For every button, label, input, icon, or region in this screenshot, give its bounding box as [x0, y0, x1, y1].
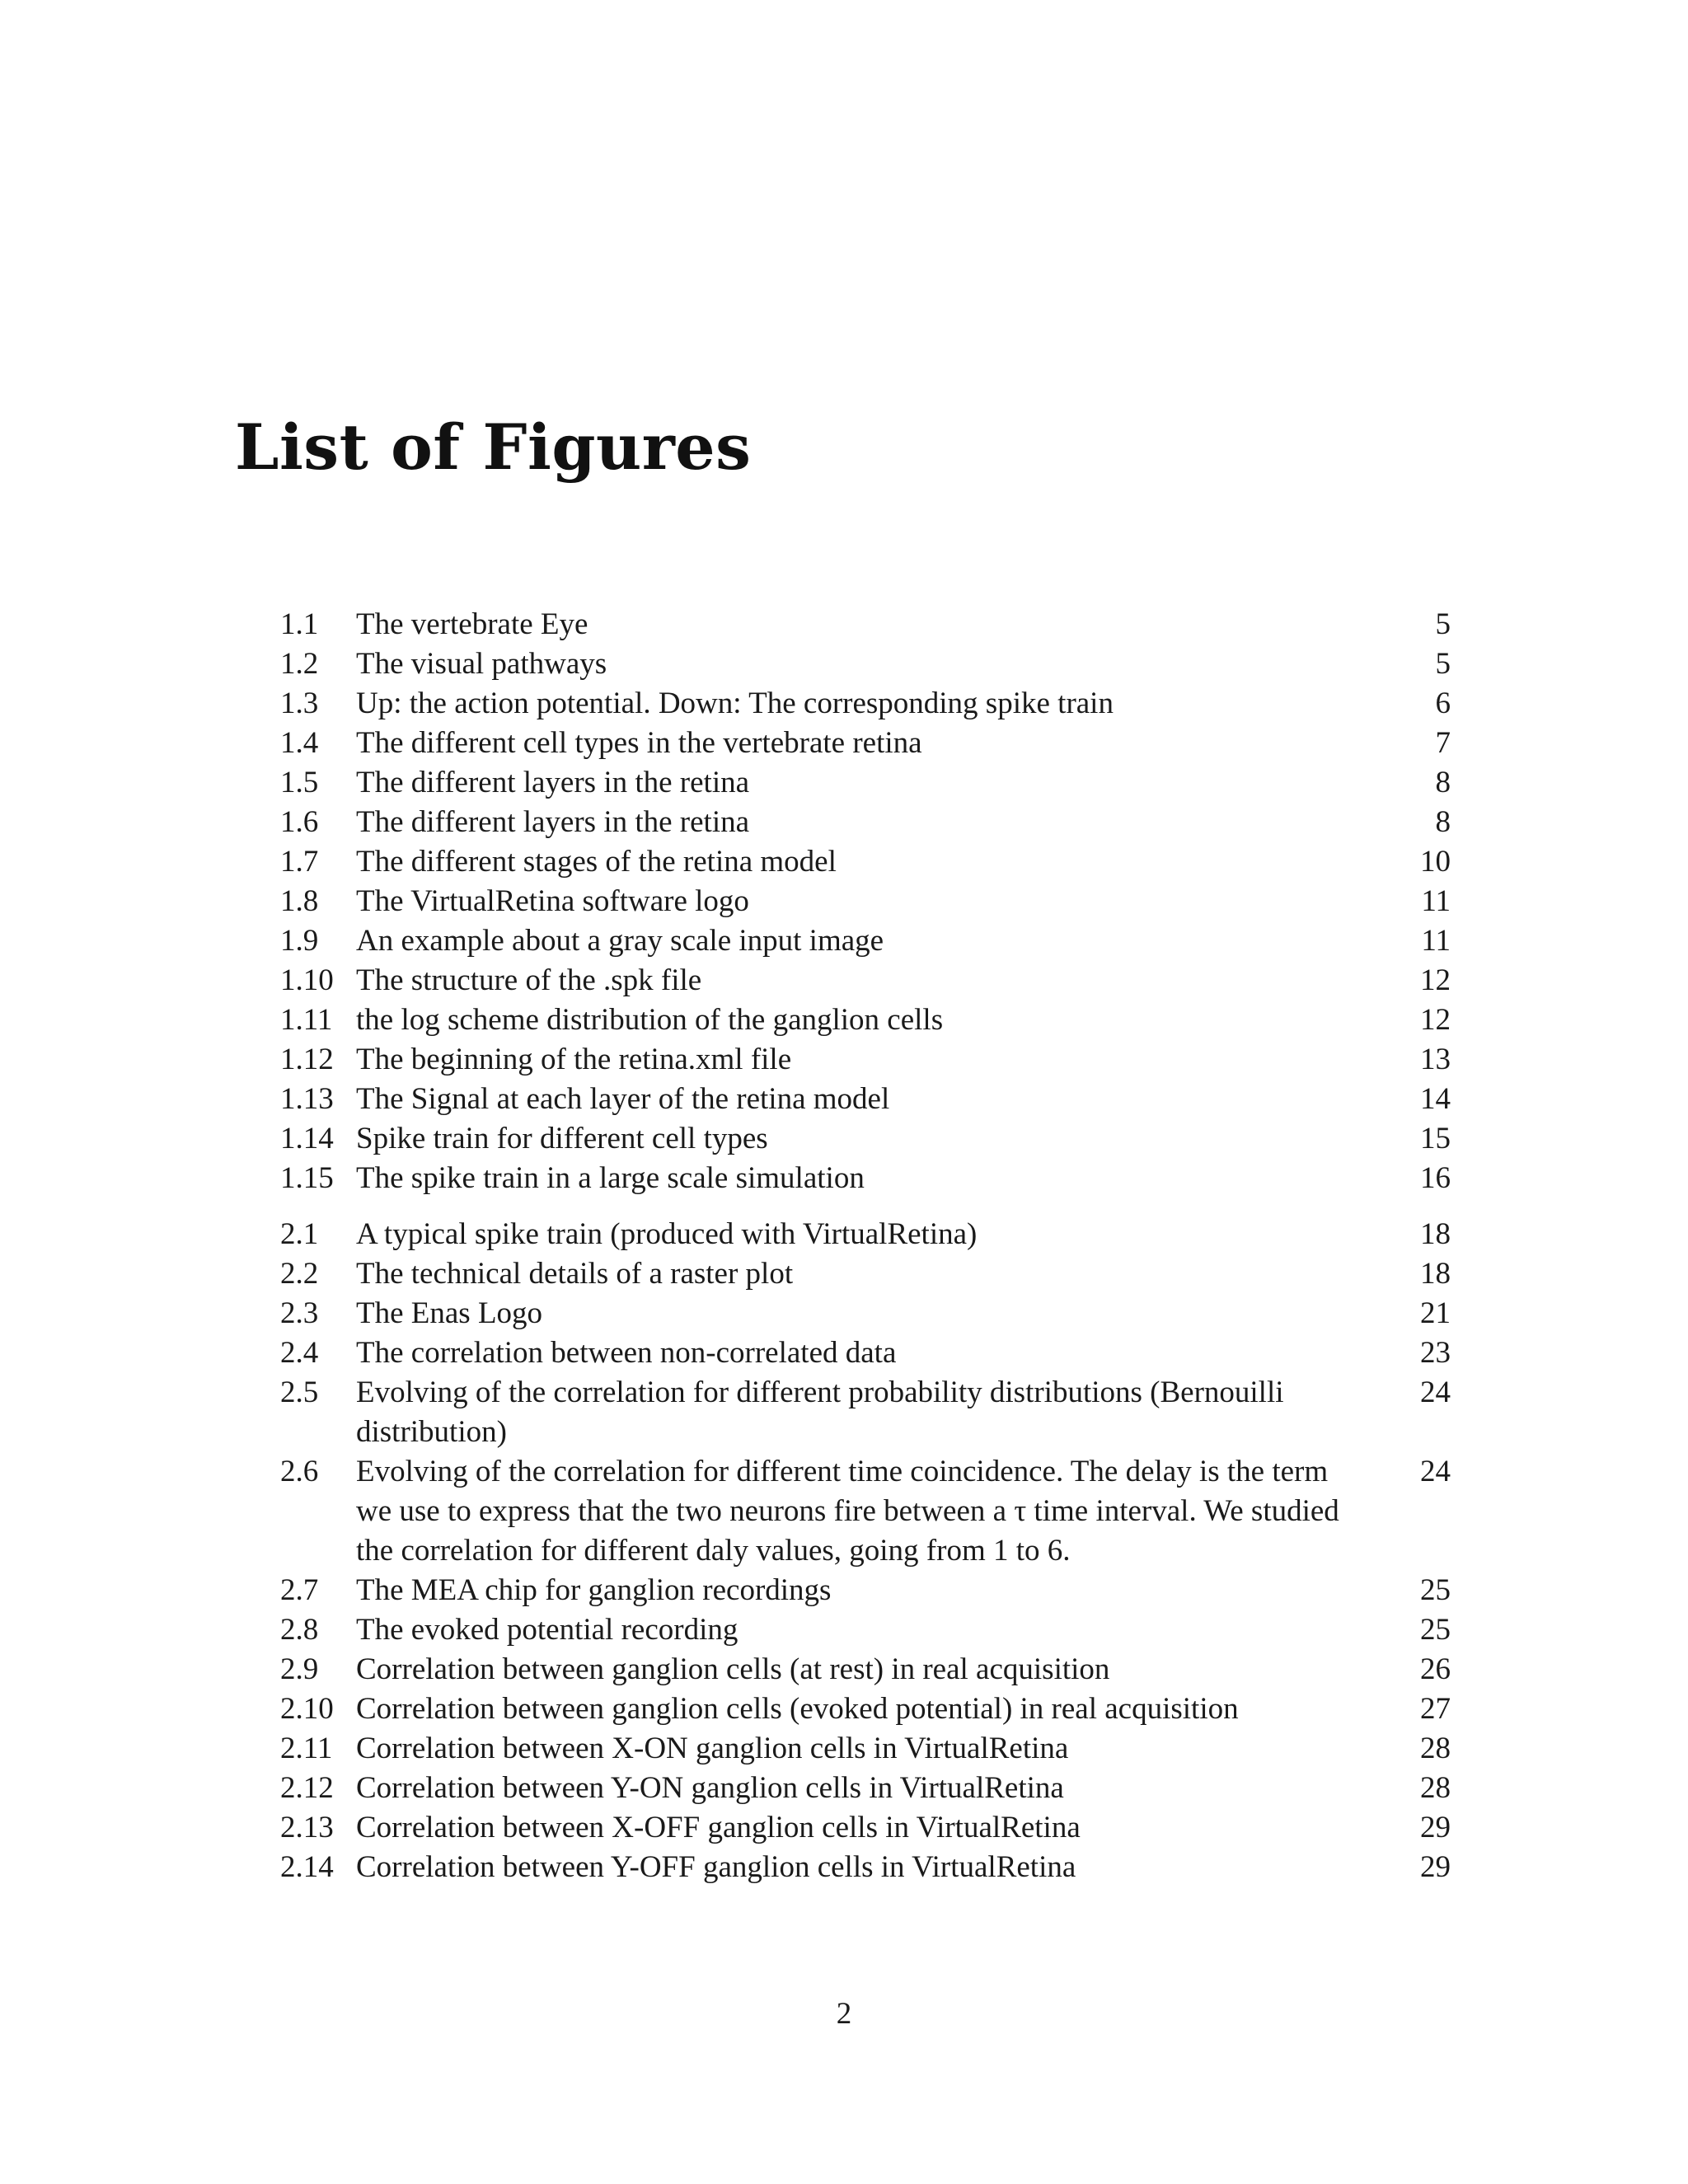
list-of-figures: [280, 605, 1451, 1887]
figure-caption: The spike train in a large scale simulation: [356, 1161, 865, 1195]
dot-leader: [1089, 1808, 1386, 1848]
figure-page-number: 11: [1421, 884, 1451, 918]
figure-page-number: 28: [1420, 1732, 1451, 1765]
figure-page-number: 8: [1435, 766, 1451, 799]
figure-entry-body: [356, 1080, 1404, 1119]
figure-caption: The Enas Logo: [356, 1296, 543, 1330]
figure-number: 1.11: [280, 1003, 333, 1037]
page-title: List of Figures: [235, 410, 752, 484]
figure-page-number: 21: [1420, 1296, 1451, 1330]
dot-leader: [1072, 1769, 1386, 1808]
figure-caption: Evolving of the correlation for different time coincidence. The delay is the term we use to express that the two neurons fire between a τ time interval. We studied the correlation for different daly values, going from 1 to 6.: [356, 1455, 1339, 1568]
figure-number: 2.2: [280, 1257, 319, 1291]
figure-page-number: 5: [1435, 607, 1451, 641]
figure-entry-body: [356, 1769, 1404, 1808]
dot-leader: [710, 961, 1386, 1001]
figure-number: 2.8: [280, 1613, 319, 1647]
figure-caption: Correlation between Y-OFF ganglion cells in VirtualRetina: [356, 1850, 1076, 1884]
figure-entry-body: [356, 803, 1404, 842]
dot-leader: [551, 1294, 1386, 1333]
figure-entry[interactable]: [280, 882, 1451, 921]
figure-caption: The different layers in the retina: [356, 766, 750, 799]
figure-caption: Spike train for different cell types: [356, 1122, 768, 1155]
figure-number: 1.7: [280, 845, 319, 879]
figure-page-number: 25: [1420, 1613, 1451, 1647]
figure-entry-body: [356, 763, 1404, 803]
figure-entry-body: [356, 644, 1404, 684]
figure-caption: The beginning of the retina.xml file: [356, 1043, 792, 1076]
figure-entry[interactable]: [280, 1373, 1451, 1452]
figure-caption: The technical details of a raster plot: [356, 1257, 794, 1291]
dot-leader: [1084, 1848, 1386, 1887]
figure-entry[interactable]: [280, 1452, 1451, 1571]
figure-number: 1.10: [280, 963, 334, 997]
dot-leader: [596, 605, 1386, 644]
figure-number: 2.1: [280, 1217, 319, 1251]
figure-number: 1.13: [280, 1082, 334, 1116]
figure-entry[interactable]: [280, 1159, 1451, 1198]
dot-leader: [1372, 1531, 1386, 1571]
figure-entry-body: [356, 1001, 1404, 1040]
figure-number: 2.12: [280, 1771, 334, 1805]
figure-entry-body: [356, 1650, 1404, 1690]
dot-leader: [1118, 1650, 1386, 1690]
figure-entry[interactable]: [280, 1119, 1451, 1159]
figure-caption: The different cell types in the vertebrate retina: [356, 726, 922, 760]
dot-leader: [845, 842, 1386, 882]
figure-caption: Correlation between ganglion cells (evoked potential) in real acquisition: [356, 1692, 1239, 1726]
dot-leader: [1076, 1729, 1386, 1769]
figure-number: 2.4: [280, 1336, 319, 1370]
figure-number: 2.6: [280, 1455, 319, 1488]
figure-entry-body: [356, 1690, 1404, 1729]
figure-entry-body: [356, 605, 1404, 644]
dot-leader: [746, 1610, 1386, 1650]
figure-entry[interactable]: [280, 1294, 1451, 1333]
figure-page-number: 24: [1420, 1455, 1451, 1488]
figure-number: 1.1: [280, 607, 319, 641]
figure-number: 1.12: [280, 1043, 334, 1076]
figure-entry-body: [356, 1040, 1404, 1080]
figure-page-number: 26: [1420, 1652, 1451, 1686]
page-number: 2: [836, 1997, 852, 2031]
figure-entry-body: [356, 1848, 1404, 1887]
figure-page-number: 6: [1435, 687, 1451, 720]
figure-entry-body: [356, 1119, 1404, 1159]
figure-entry[interactable]: [280, 1080, 1451, 1119]
figure-page-number: 27: [1420, 1692, 1451, 1726]
figure-entry[interactable]: [280, 1729, 1451, 1769]
dot-leader: [931, 724, 1386, 763]
figure-group: [280, 1215, 1451, 1887]
figure-caption: Correlation between Y-ON ganglion cells in VirtualRetina: [356, 1771, 1064, 1805]
figure-entry[interactable]: [280, 644, 1451, 684]
figure-entry-body: [356, 1294, 1404, 1333]
figure-entry[interactable]: [280, 1333, 1451, 1373]
figure-entry[interactable]: [280, 1610, 1451, 1650]
figure-entry-body: [356, 684, 1404, 724]
figure-caption: Evolving of the correlation for different probability distributions (Bernouilli distribution): [356, 1376, 1284, 1449]
figure-number: 1.2: [280, 647, 319, 681]
figure-page-number: 7: [1435, 726, 1451, 760]
figure-page-number: 11: [1421, 924, 1451, 958]
figure-entry[interactable]: [280, 1808, 1451, 1848]
figure-caption: The visual pathways: [356, 647, 607, 681]
figure-number: 1.4: [280, 726, 319, 760]
dot-leader: [615, 644, 1386, 684]
figure-number: 2.7: [280, 1573, 319, 1607]
figure-page-number: 18: [1420, 1217, 1451, 1251]
figure-number: 2.3: [280, 1296, 319, 1330]
figure-entry-body: [356, 1571, 1404, 1610]
figure-page-number: 13: [1420, 1043, 1451, 1076]
figure-entry[interactable]: [280, 684, 1451, 724]
figure-number: 2.5: [280, 1376, 319, 1409]
figure-entry-body: [356, 1254, 1404, 1294]
figure-page-number: 12: [1420, 1003, 1451, 1037]
figure-entry[interactable]: [280, 1571, 1451, 1610]
dot-leader: [1122, 684, 1386, 724]
figure-number: 1.6: [280, 805, 319, 839]
dot-leader: [892, 921, 1386, 961]
figure-page-number: 29: [1420, 1811, 1451, 1844]
figure-entry-body: [356, 724, 1404, 763]
figure-entry[interactable]: [280, 1254, 1451, 1294]
figure-entry[interactable]: [280, 1769, 1451, 1808]
figure-caption: An example about a gray scale input image: [356, 924, 884, 958]
figure-entry[interactable]: [280, 1650, 1451, 1690]
figure-entry-body: [356, 882, 1404, 921]
dot-leader: [801, 1254, 1386, 1294]
figure-entry[interactable]: [280, 921, 1451, 961]
figure-number: 1.3: [280, 687, 319, 720]
figure-caption: The different stages of the retina model: [356, 845, 837, 879]
dot-leader: [776, 1119, 1386, 1159]
figure-number: 1.5: [280, 766, 319, 799]
figure-caption: The evoked potential recording: [356, 1613, 738, 1647]
figure-caption: The correlation between non-correlated data: [356, 1336, 897, 1370]
dot-leader: [904, 1333, 1386, 1373]
dot-leader: [898, 1080, 1386, 1119]
figure-page-number: 25: [1420, 1573, 1451, 1607]
figure-entry[interactable]: [280, 1040, 1451, 1080]
figure-number: 2.11: [280, 1732, 333, 1765]
figure-page-number: 16: [1420, 1161, 1451, 1195]
figure-entry-body: [356, 1729, 1404, 1769]
figure-page-number: 23: [1420, 1336, 1451, 1370]
figure-page-number: 24: [1420, 1376, 1451, 1409]
figure-caption: Correlation between X-ON ganglion cells in VirtualRetina: [356, 1732, 1069, 1765]
figure-number: 1.14: [280, 1122, 334, 1155]
dot-leader: [985, 1215, 1386, 1254]
figure-number: 1.9: [280, 924, 319, 958]
figure-page-number: 12: [1420, 963, 1451, 997]
figure-caption: The VirtualRetina software logo: [356, 884, 749, 918]
figure-caption: The vertebrate Eye: [356, 607, 588, 641]
dot-leader: [1247, 1690, 1386, 1729]
figure-entry-body: [356, 921, 1404, 961]
figure-entry-body: [356, 961, 1404, 1001]
figure-caption: Up: the action potential. Down: The corresponding spike train: [356, 687, 1114, 720]
dot-leader: [757, 803, 1386, 842]
figure-caption: The Signal at each layer of the retina model: [356, 1082, 890, 1116]
figure-page-number: 10: [1420, 845, 1451, 879]
figure-entry-body: [356, 842, 1404, 882]
figure-caption: The MEA chip for ganglion recordings: [356, 1573, 832, 1607]
figure-page-number: 18: [1420, 1257, 1451, 1291]
figure-page-number: 14: [1420, 1082, 1451, 1116]
figure-entry-body: [356, 1215, 1404, 1254]
figure-caption: the log scheme distribution of the ganglion cells: [356, 1003, 944, 1037]
figure-entry-body: [356, 1373, 1404, 1452]
figure-number: 2.10: [280, 1692, 334, 1726]
figure-caption: A typical spike train (produced with VirtualRetina): [356, 1217, 978, 1251]
figure-entry[interactable]: [280, 724, 1451, 763]
figure-entry[interactable]: [280, 605, 1451, 644]
figure-page-number: 8: [1435, 805, 1451, 839]
dot-leader: [757, 763, 1386, 803]
figure-entry[interactable]: [280, 1215, 1451, 1254]
figure-number: 2.9: [280, 1652, 319, 1686]
figure-caption: The different layers in the retina: [356, 805, 750, 839]
figure-entry-body: [356, 1452, 1404, 1571]
dot-leader: [839, 1571, 1386, 1610]
figure-page-number: 15: [1420, 1122, 1451, 1155]
figure-entry[interactable]: [280, 1848, 1451, 1887]
dot-leader: [1372, 1413, 1386, 1452]
figure-entry-body: [356, 1808, 1404, 1848]
figure-page-number: 29: [1420, 1850, 1451, 1884]
figure-entry[interactable]: [280, 842, 1451, 882]
figure-entry[interactable]: [280, 961, 1451, 1001]
figure-entry[interactable]: [280, 1690, 1451, 1729]
figure-entry[interactable]: [280, 763, 1451, 803]
figure-number: 1.15: [280, 1161, 334, 1195]
figure-number: 2.13: [280, 1811, 334, 1844]
figure-entry-body: [356, 1610, 1404, 1650]
dot-leader: [951, 1001, 1386, 1040]
figure-entry[interactable]: [280, 1001, 1451, 1040]
figure-caption: Correlation between ganglion cells (at rest) in real acquisition: [356, 1652, 1110, 1686]
figure-number: 2.14: [280, 1850, 334, 1884]
figure-group: [280, 605, 1451, 1198]
figure-page-number: 28: [1420, 1771, 1451, 1805]
dot-leader: [799, 1040, 1386, 1080]
figure-caption: The structure of the .spk file: [356, 963, 702, 997]
dot-leader: [757, 882, 1386, 921]
figure-entry-body: [356, 1333, 1404, 1373]
figure-caption: Correlation between X-OFF ganglion cells in VirtualRetina: [356, 1811, 1081, 1844]
figure-entry-body: [356, 1159, 1404, 1198]
dot-leader: [873, 1159, 1386, 1198]
figure-number: 1.8: [280, 884, 319, 918]
figure-page-number: 5: [1435, 647, 1451, 681]
figure-entry[interactable]: [280, 803, 1451, 842]
